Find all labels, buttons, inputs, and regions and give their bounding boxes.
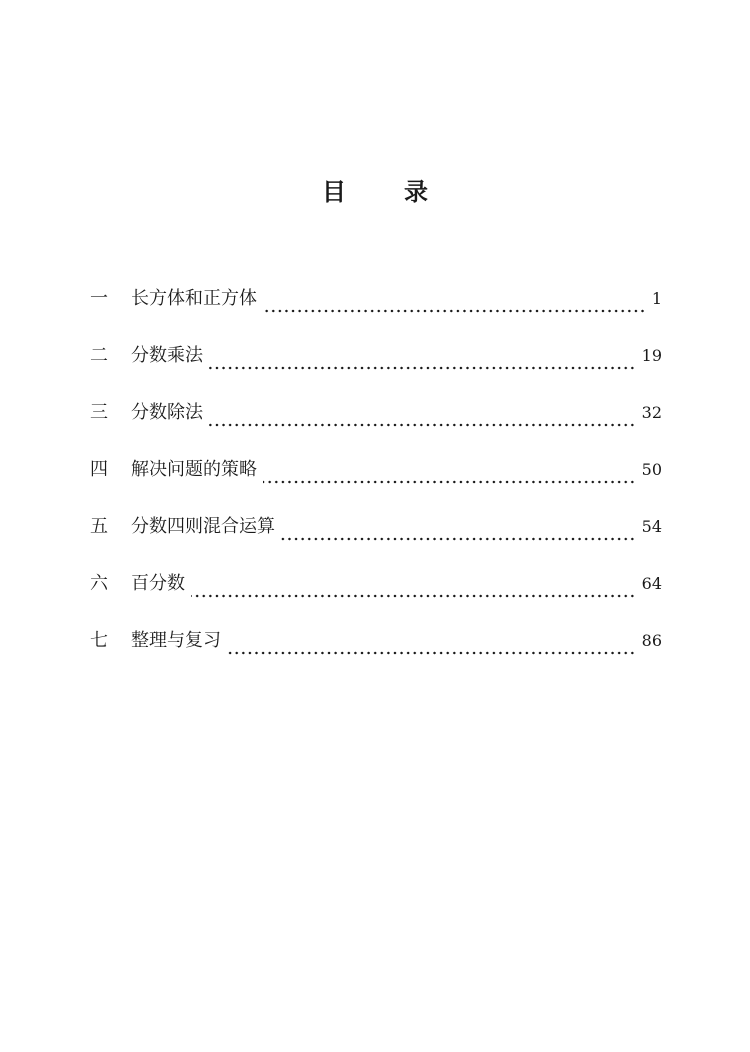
toc-entry-number: 五	[90, 516, 108, 537]
toc-entry-title: 分数除法	[131, 402, 203, 423]
toc-entry-page: 19	[641, 346, 662, 365]
toc-entry[interactable]	[90, 566, 662, 623]
table-of-contents	[90, 281, 662, 680]
toc-leader-dots	[281, 537, 636, 541]
toc-entry-title: 分数乘法	[131, 345, 203, 366]
toc-entry-title: 长方体和正方体	[131, 288, 257, 309]
toc-leader-dots	[191, 594, 636, 598]
toc-entry-title: 分数四则混合运算	[131, 516, 275, 537]
toc-leader-dots	[263, 309, 646, 313]
toc-leader-dots	[227, 651, 636, 655]
toc-entry[interactable]	[90, 509, 662, 566]
toc-leader-dots	[263, 480, 636, 484]
toc-entry-page: 50	[641, 460, 662, 479]
toc-entry-number: 七	[90, 630, 108, 651]
toc-entry-number: 三	[90, 402, 108, 423]
toc-entry-page: 32	[641, 403, 662, 422]
toc-leader-dots	[209, 423, 636, 427]
toc-entry-page: 54	[641, 517, 662, 536]
toc-leader-dots	[209, 366, 636, 370]
page-title	[0, 174, 750, 210]
toc-entry-number: 二	[90, 345, 108, 366]
title-char-2: 录	[404, 178, 428, 206]
toc-entry-title: 百分数	[131, 573, 185, 594]
toc-entry-number: 六	[90, 573, 108, 594]
toc-entry-page: 64	[641, 574, 662, 593]
toc-entry[interactable]	[90, 395, 662, 452]
toc-entry-title: 解决问题的策略	[131, 459, 257, 480]
title-char-1: 目	[322, 178, 346, 206]
toc-entry[interactable]	[90, 338, 662, 395]
toc-entry-page: 86	[641, 631, 662, 650]
toc-entry[interactable]	[90, 281, 662, 338]
toc-entry-number: 一	[90, 288, 108, 309]
toc-entry[interactable]	[90, 623, 662, 680]
toc-entry-page: 1	[651, 289, 662, 308]
toc-entry-title: 整理与复习	[131, 630, 221, 651]
toc-entry[interactable]	[90, 452, 662, 509]
toc-entry-number: 四	[90, 459, 108, 480]
